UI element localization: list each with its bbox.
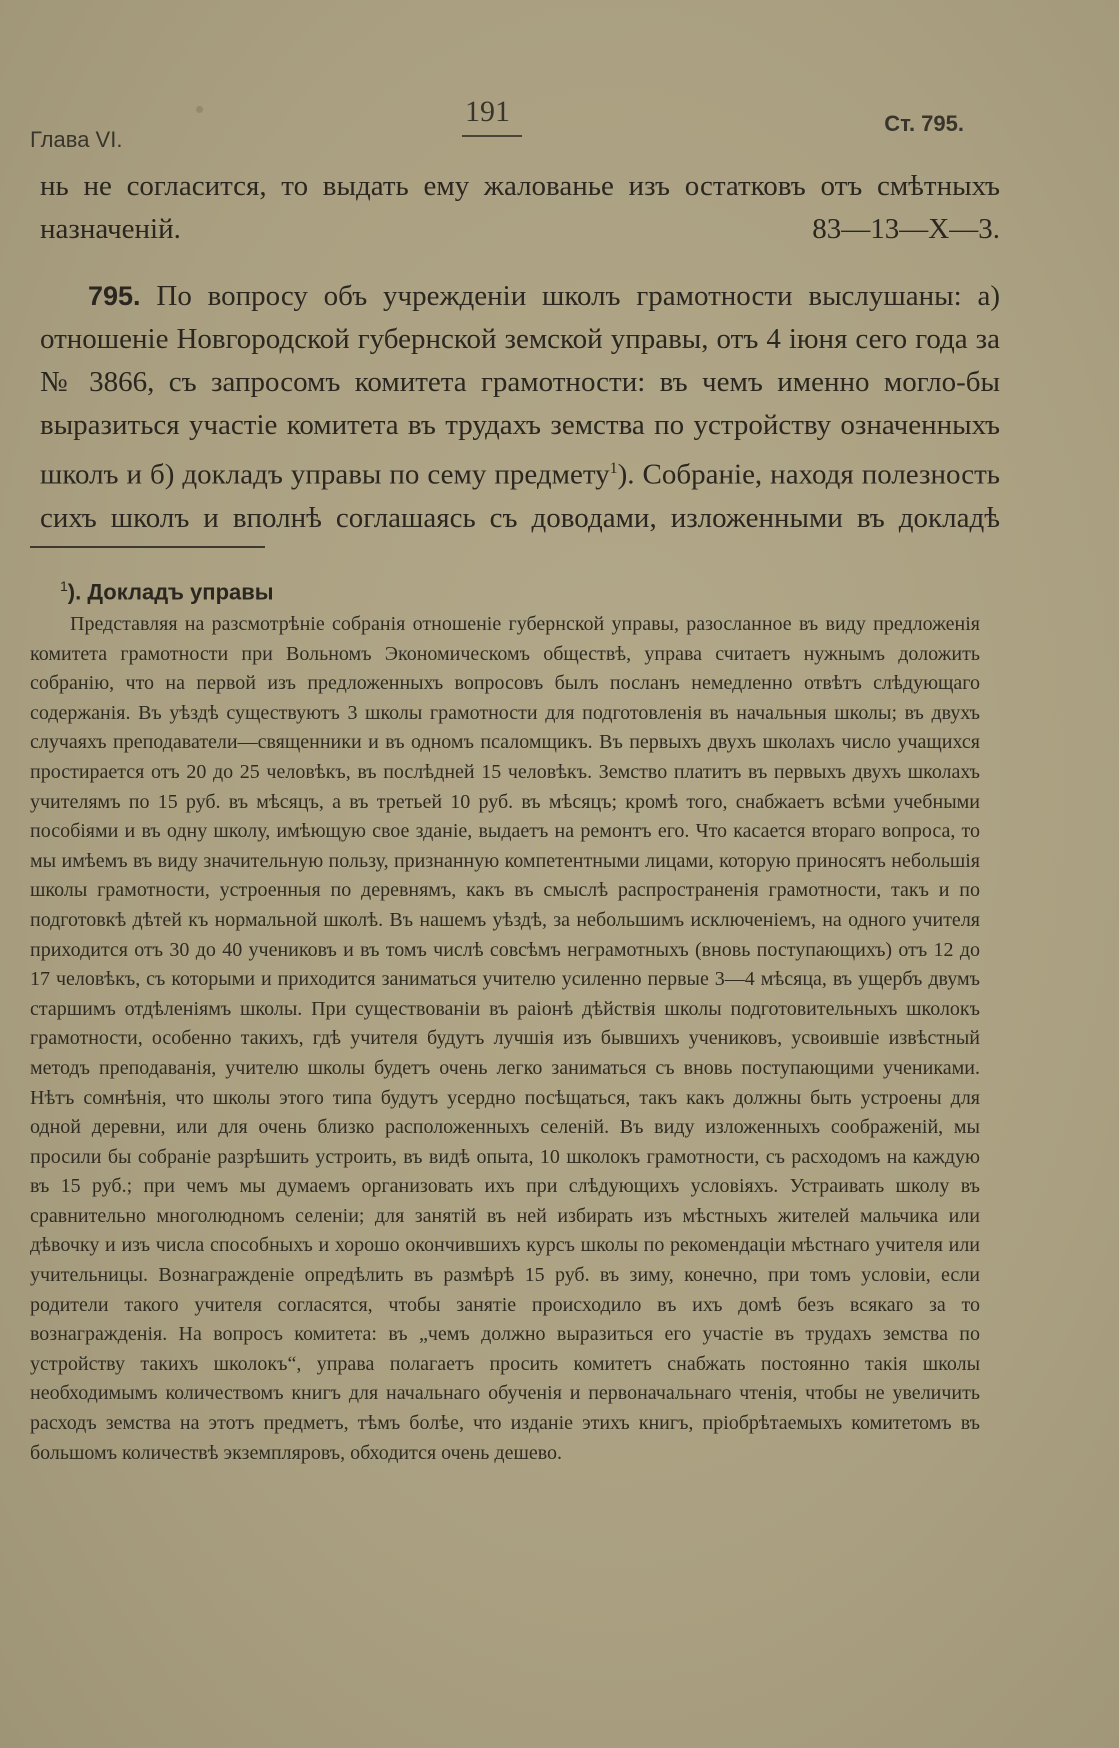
paragraph-795-text: По вопросу объ учрежденіи школъ грамотности выслушаны: а) отношеніе Новгородской губернской земской управы, отъ 4 іюня сего года за № 3866, съ запросомъ комитета грамотности: въ чемъ именно могло-бы выразиться участіе комитета въ трудахъ земства по устройству означенныхъ школъ и б) докладъ управы по сему предмету xyxy=(40,280,1000,491)
paragraph-795-text-cont: ). Собраніе, находя полезность сихъ школъ и вполнѣ соглашаясь съ доводами, изложенными въ докладѣ xyxy=(40,458,1001,534)
footnote-ref: 1 xyxy=(609,460,618,477)
footnote-title-text: ). Докладъ управы xyxy=(67,579,274,605)
page-header xyxy=(0,95,1119,152)
page-number: 191 xyxy=(465,95,510,128)
page-number-underline xyxy=(462,135,522,137)
footnote-text: Представляя на разсмотрѣніе собранія отношеніе губернской управы, разосланное въ виду предложенія комитета грамотности при Вольномъ Экономическомъ обществѣ, управа считаетъ нужнымъ доложить собранію, что на первой изъ предложенныхъ вопросовъ былъ посланъ немедленно отвѣтъ слѣдующаго содержанія. Въ уѣздѣ существуютъ 3 школы грамотности для подготовленія въ начальныя школы; въ двухъ случаяхъ преподаватели—священники и въ одномъ псаломщикъ. Въ первыхъ двухъ школахъ число учащихся простирается отъ 20 до 25 человѣкъ, въ послѣдней 15 человѣкъ. Земство платитъ въ первыхъ двухъ школахъ учителямъ по 15 руб. въ мѣсяцъ, а въ третьей 10 руб. въ мѣсяцъ; кромѣ того, снабжаетъ всѣми учебными пособіями и въ одну школу, имѣющую свое зданіе, выдаетъ на ремонтъ его. Что касается втораго вопроса, то мы имѣемъ въ виду значительную пользу, признанную компетентными лицами, которую приносятъ небольшія школы грамотности, устроенныя по деревнямъ, какъ въ смыслѣ распространенія грамотности, такъ и по подготовкѣ дѣтей къ нормальной школѣ. Въ нашемъ уѣздѣ, за небольшимъ исключеніемъ, на одного учителя приходится отъ 30 до 40 учениковъ и въ томъ числѣ совсѣмъ неграмотныхъ (вновь поступающихъ) отъ 12 до 17 человѣкъ, съ которыми и приходится заниматься учителю усиленно первые 3—4 мѣсяца, въ ущербъ двумъ старшимъ отдѣленіямъ школы. При существованіи въ раіонѣ дѣйствія школы подготовительныхъ школокъ грамотности, особенно такихъ, гдѣ учителя будутъ лучшія изъ бывшихъ учениковъ, усвоившіе извѣстный методъ преподаванія, учителю школы будетъ очень легко заниматься съ вновь поступающими учениками. Нѣтъ сомнѣнія, что школы этого типа будутъ усердно посѣщаться, такъ какъ должны быть устроены для одной деревни, или для очень близко расположенныхъ селеній. Въ виду изложенныхъ соображеній, мы просили бы собраніе разрѣшить устроить, въ видѣ опыта, 10 школокъ грамотности, съ расходомъ на каждую въ 15 руб.; при чемъ мы думаемъ организовать ихъ при слѣдующихъ условіяхъ. Устраивать школу въ сравнительно многолюдномъ селеніи; для занятій въ ней избирать изъ мѣстныхъ жителей мальчика или дѣвочку и изъ числа способныхъ и хорошо окончившихъ курсъ школы по рекомендаціи мѣстнаго учителя или учительницы. Вознагражденіе опредѣлить въ размѣрѣ 15 руб. въ зиму, конечно, при томъ условіи, если родители такого учителя согласятся, чтобы занятіе происходило въ ихъ домѣ безъ всякаго за то вознагражденія. На вопросъ комитета: въ „чемъ должно выразиться его участіе въ трудахъ земства по устройству такихъ школокъ“, управа полагаетъ просить комитетъ снабжать постоянно такія школы необходимымъ количествомъ книгъ для начальнаго обученія и первоначальнаго чтенія, чтобы не увеличить расходъ земства на этотъ предметъ, тѣмъ болѣе, что изданіе этихъ книгъ, пріобрѣтаемыхъ комитетомъ въ большомъ количествѣ экземпляровъ, обходится очень дешево. xyxy=(30,613,980,1464)
footnote-marker: 1 xyxy=(60,578,68,594)
paragraph-number: 795. xyxy=(88,281,141,311)
paragraph-795 xyxy=(40,275,1000,540)
footnote-title xyxy=(60,578,274,605)
continued-line: нь не согласится, то выдать ему жалованье изъ остатковъ отъ смѣтныхъ xyxy=(40,170,1000,202)
article-label: Ст. 795. xyxy=(884,111,964,136)
main-text xyxy=(40,165,1000,540)
continued-line-end xyxy=(40,208,1000,251)
reference-number: 83—13—X—3. xyxy=(812,213,1000,245)
footnote-separator xyxy=(30,546,265,548)
continued-line-end-text: назначеній. xyxy=(40,213,181,245)
footnote-body xyxy=(30,610,980,1468)
chapter-label: Глава VI. xyxy=(30,127,123,152)
